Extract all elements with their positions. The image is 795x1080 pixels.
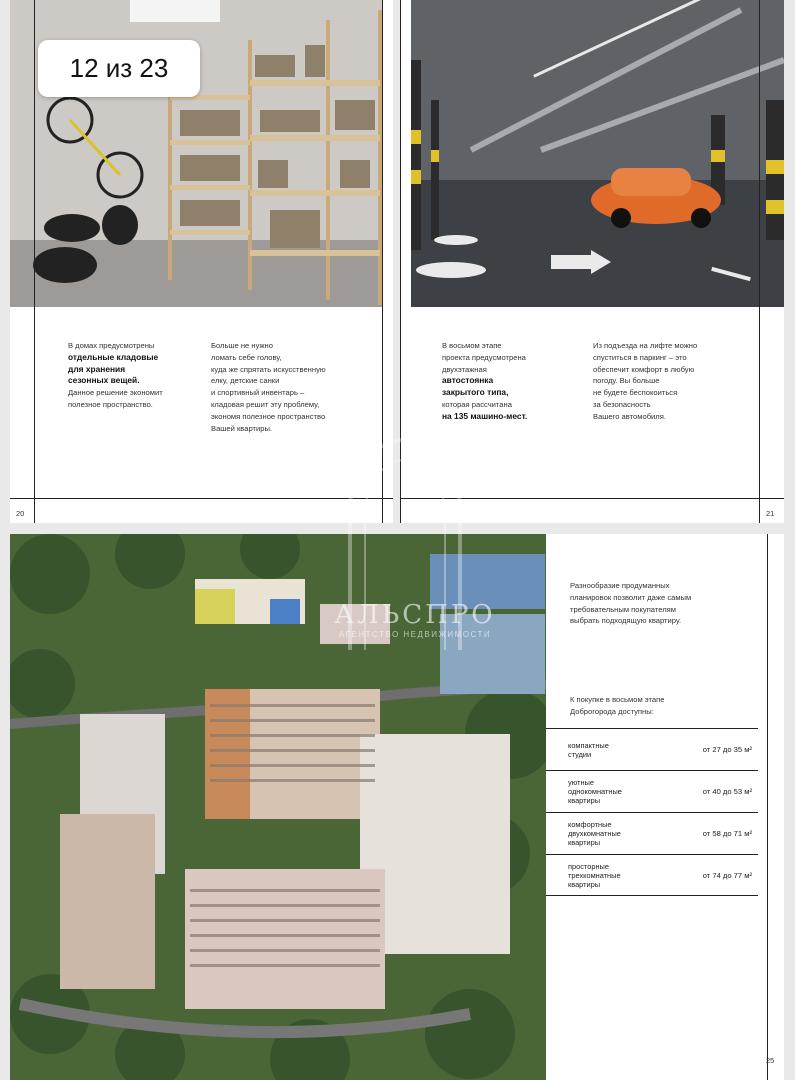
apartment-types-table xyxy=(546,728,758,896)
parking-text-col1: В восьмом этапе проекта предусмотрена двухэтажная автостоянка закрытого типа, которая рассчитана на 135 машино-мест. xyxy=(442,341,528,421)
apartment-type: комфортные двухкомнатные квартиры xyxy=(568,820,621,847)
apartment-area-range: от 27 до 35 м² xyxy=(702,745,752,754)
parking-text-col2: Из подъезда на лифте можно спуститься в паркинг – это обеспечит комфорт в любую погоду. Вы больше не будете беспокоиться за безопасность Вашего автомобиля. xyxy=(593,341,698,421)
apartment-row-studio xyxy=(546,728,758,770)
apartment-area-range: от 40 до 53 м² xyxy=(702,787,752,796)
available-heading: К покупке в восьмом этапе Доброгорода доступны: xyxy=(570,695,665,716)
page-number: 21 xyxy=(766,509,775,518)
slide-counter: 12 из 23 xyxy=(38,40,200,97)
watermark-brand: АЛЬСПРО xyxy=(334,600,496,630)
watermark-subtitle: АГЕНТСТВО НЕДВИЖИМОСТИ xyxy=(338,630,492,639)
layouts-intro-text: Разнообразие продуманных планировок позволит даже самым требовательным покупателям выбрать подходящую квартиру. xyxy=(570,581,692,626)
apartment-row-two-room xyxy=(546,812,758,854)
watermark xyxy=(330,600,500,639)
page-number: 20 xyxy=(16,509,25,518)
apartment-area-range: от 74 до 77 м² xyxy=(702,870,752,880)
right-guide-line xyxy=(759,0,760,523)
left-guide-line xyxy=(34,0,35,523)
parking-photo xyxy=(411,0,784,307)
apartment-row-three-room xyxy=(546,854,758,896)
page-number: 25 xyxy=(766,1056,775,1065)
apartment-row-one-room xyxy=(546,770,758,812)
apartment-area-range: от 58 до 71 м² xyxy=(702,829,752,838)
apartment-type: компактные студии xyxy=(568,740,609,759)
storage-text-col2: Больше не нужно ломать себе голову, куда же спрятать искусственную елку, детские санки и спортивный инвентарь – кладовая решит эту проблему, экономя полезное пространство Вашей квартиры. xyxy=(211,341,326,433)
apartment-type: уютные однокомнатные квартиры xyxy=(568,778,622,805)
apartment-type: просторные трехкомнатные квартиры xyxy=(568,861,621,889)
storage-text-col1: В домах предусмотрены отдельные кладовые для хранения сезонных вещей. Данное решение экономит полезное пространство. xyxy=(68,341,163,409)
